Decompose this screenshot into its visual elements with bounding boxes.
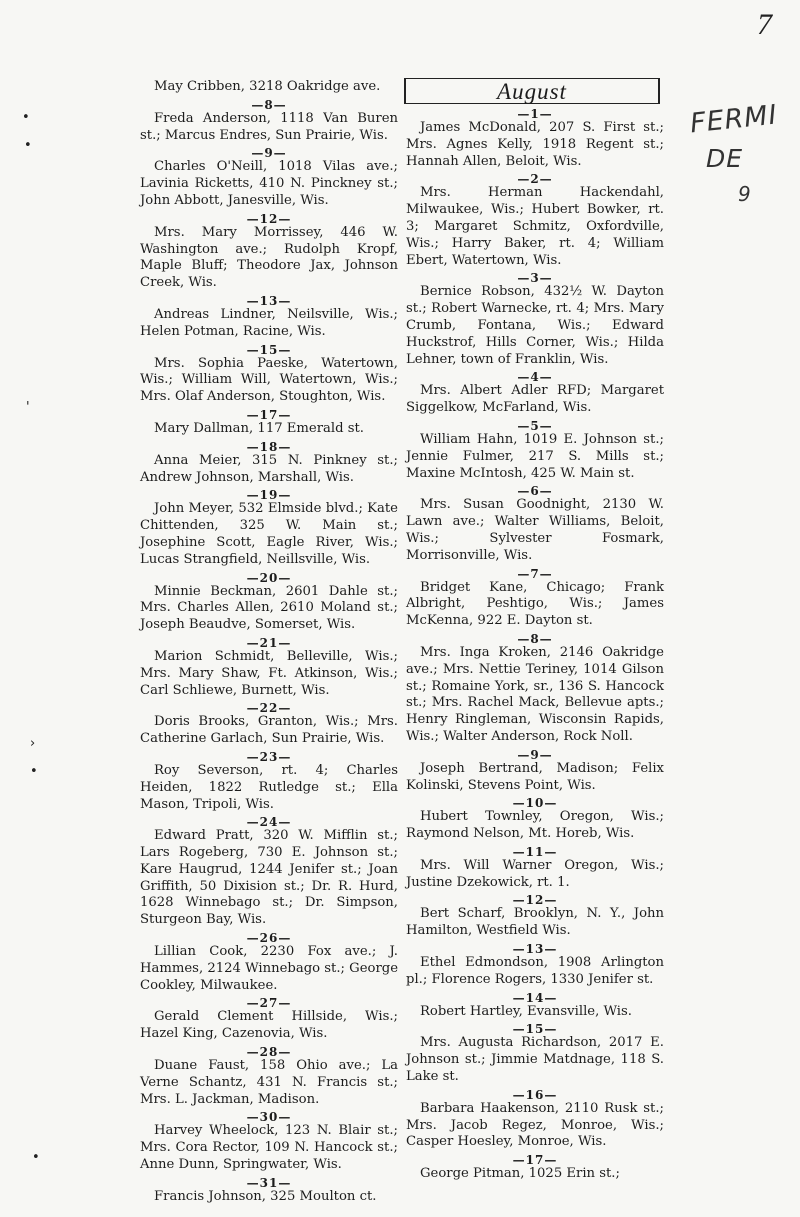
day-heading: —15—: [512, 1022, 558, 1037]
day-heading: —3—: [517, 271, 553, 286]
day-heading: —12—: [246, 211, 292, 226]
right-column: [406, 108, 664, 1186]
birthday-entry: Ethel Edmondson, 1908 Arlington pl.; Florence Rogers, 1330 Jenifer st.: [406, 955, 664, 987]
page-number: 7: [757, 8, 772, 41]
day-heading: —28—: [246, 1045, 292, 1060]
handwritten-note: FERMI: [688, 99, 779, 140]
day-heading: —11—: [512, 844, 558, 859]
birthday-entry: Mrs. Mary Morrissey, 446 W. Washington ave.; Rudolph Kropf, Maple Bluff; Theodore Jax, Johnson Creek, Wis.: [140, 224, 398, 291]
birthday-entry: Gerald Clement Hillside, Wis.; Hazel King, Cazenovia, Wis.: [140, 1009, 398, 1042]
day-heading: —15—: [246, 342, 292, 357]
birthday-entry: Doris Brooks, Granton, Wis.; Mrs. Catherine Garlach, Sun Prairie, Wis.: [140, 714, 398, 747]
birthday-entry: Duane Faust, 158 Ohio ave.; La Verne Schantz, 431 N. Francis st.; Mrs. L. Jackman, Madison.: [140, 1058, 398, 1107]
month-heading: August: [497, 79, 567, 104]
birthday-entry: Mrs. Herman Hackendahl, Milwaukee, Wis.; Hubert Bowker, rt. 3; Margaret Schmitz, Oxfordville, Wis.; Harry Baker, rt. 4; William Ebert, Watertown, Wis.: [406, 185, 664, 268]
day-heading: —2—: [517, 172, 553, 187]
day-heading: —16—: [512, 1087, 558, 1102]
day-heading: —8—: [517, 631, 553, 646]
birthday-entry: John Meyer, 532 Elmside blvd.; Kate Chittenden, 325 W. Main st.; Josephine Scott, Eagle River, Wis.; Lucas Strangfield, Neillsville, Wis.: [140, 501, 398, 567]
birthday-entry: Bridget Kane, Chicago; Frank Albright, Peshtigo, Wis.; James McKenna, 922 E. Dayton st.: [406, 579, 664, 629]
birthday-entry: James McDonald, 207 S. First st.; Mrs. Agnes Kelly, 1918 Regent st.; Hannah Allen, Beloit, Wis.: [406, 120, 664, 169]
birthday-entry: Mary Dallman, 117 Emerald st.: [154, 420, 365, 436]
birthday-entry: Andreas Lindner, Neilsville, Wis.; Helen Potman, Racine, Wis.: [140, 306, 398, 339]
birthday-entry: Minnie Beckman, 2601 Dahle st.; Mrs. Charles Allen, 2610 Moland st.; Joseph Beaudve, Somerset, Wis.: [140, 583, 398, 633]
day-heading: —24—: [246, 815, 292, 830]
birthday-entry: Mrs. Will Warner Oregon, Wis.; Justine Dzekowick, rt. 1.: [406, 857, 664, 890]
birthday-entry: Bert Scharf, Brooklyn, N. Y., John Hamilton, Westfield Wis.: [406, 906, 664, 939]
margin-mark: •: [24, 138, 32, 153]
birthday-entry: Hubert Townley, Oregon, Wis.; Raymond Nelson, Mt. Horeb, Wis.: [406, 809, 664, 842]
left-column: [140, 79, 398, 1209]
birthday-entry: Harvey Wheelock, 123 N. Blair st.; Mrs. Cora Rector, 109 N. Hancock st.; Anne Dunn, Springwater, Wis.: [140, 1123, 398, 1173]
birthday-entry: Mrs. Sophia Paeske, Watertown, Wis.; William Will, Watertown, Wis.; Mrs. Olaf Anderson, Stoughton, Wis.: [140, 355, 398, 405]
day-heading: —17—: [512, 1153, 558, 1168]
day-heading: —12—: [512, 893, 558, 908]
margin-mark: •: [22, 110, 30, 125]
day-heading: —27—: [246, 996, 292, 1011]
day-heading: —9—: [517, 747, 553, 762]
birthday-entry: Marion Schmidt, Belleville, Wis.; Mrs. Mary Shaw, Ft. Atkinson, Wis.; Carl Schliewe, Burnett, Wis.: [140, 648, 398, 698]
birthday-entry: Roy Severson, rt. 4; Charles Heiden, 1822 Rutledge st.; Ella Mason, Tripoli, Wis.: [140, 762, 398, 812]
handwritten-note: 9: [738, 182, 752, 206]
margin-mark: ›: [30, 736, 36, 751]
birthday-entry: Charles O'Neill, 1018 Vilas ave.; Lavinia Ricketts, 410 N. Pinckney st.; John Abbott, Janesville, Wis.: [140, 159, 398, 208]
margin-mark: •: [30, 764, 38, 779]
birthday-entry: William Hahn, 1019 E. Johnson st.; Jennie Fulmer, 217 S. Mills st.; Maxine McIntosh, 425 W. Main st.: [406, 431, 664, 481]
day-heading: —13—: [512, 942, 558, 957]
day-heading: —7—: [517, 566, 553, 581]
birthday-entry: Mrs. Inga Kroken, 2146 Oakridge ave.; Mrs. Nettie Teriney, 1014 Gilson st.; Romaine York, sr., 136 S. Hancock st.; Mrs. Rachel Mack, Bellevue apts.; Henry Ringleman, Wisconsin Rapids, Wis.; Walter Anderson, Rock Noll.: [406, 644, 664, 744]
birthday-entry: Robert Hartley, Evansville, Wis.: [420, 1003, 632, 1019]
month-heading-box: [404, 78, 660, 104]
day-heading: —30—: [246, 1110, 292, 1125]
day-heading: —21—: [246, 635, 292, 650]
day-heading: —14—: [512, 990, 558, 1005]
birthday-entry: Bernice Robson, 432½ W. Dayton st.; Robert Warnecke, rt. 4; Mrs. Mary Crumb, Fontana, Wis.; Edward Huckstrof, Hills Corner, Wis.; Hilda Lehner, town of Franklin, Wis.: [406, 284, 664, 367]
day-heading: —20—: [246, 570, 292, 585]
day-heading: —31—: [246, 1175, 292, 1190]
birthday-entry: Barbara Haakenson, 2110 Rusk st.; Mrs. Jacob Regez, Monroe, Wis.; Casper Hoesley, Monroe, Wis.: [406, 1100, 664, 1150]
day-heading: —23—: [246, 749, 292, 764]
birthday-entry: Lillian Cook, 2230 Fox ave.; J. Hammes, 2124 Winnebago st.; George Cookley, Milwaukee.: [140, 944, 399, 993]
day-heading: —5—: [517, 418, 553, 433]
day-heading: —19—: [246, 488, 292, 503]
birthday-entry: Edward Pratt, 320 W. Mifflin st.; Lars Rogeberg, 730 E. Johnson st.; Kare Haugrud, 1244 Jenifer st.; Joan Griffith, 50 Dixision st.; Dr. R. Hurd, 1628 Winnebago st.; Dr. Simpson, Sturgeon Bay, Wis.: [140, 828, 398, 928]
birthday-entry: Mrs. Augusta Richardson, 2017 E. Johnson st.; Jimmie Matdnage, 118 S. Lake st.: [406, 1035, 664, 1085]
day-heading: —10—: [512, 796, 558, 811]
birthday-entry: George Pitman, 1025 Erin st.;: [420, 1166, 620, 1182]
handwritten-note: DE: [706, 144, 744, 173]
birthday-entry: Mrs. Albert Adler RFD; Margaret Siggelkow, McFarland, Wis.: [406, 383, 664, 416]
margin-mark: ': [26, 400, 30, 415]
birthday-entry: Joseph Bertrand, Madison; Felix Kolinski, Stevens Point, Wis.: [406, 760, 664, 793]
day-heading: —8—: [251, 97, 287, 112]
birthday-entry: Freda Anderson, 1118 Van Buren st.; Marcus Endres, Sun Prairie, Wis.: [140, 110, 398, 143]
birthday-entry: Mrs. Susan Goodnight, 2130 W. Lawn ave.; Walter Williams, Beloit, Wis.; Sylvester Fosmark, Morrisonville, Wis.: [406, 497, 664, 563]
birthday-entry: Anna Meier, 315 N. Pinkney st.; Andrew Johnson, Marshall, Wis.: [140, 452, 398, 485]
day-heading: —4—: [517, 370, 553, 385]
day-heading: —18—: [246, 439, 292, 454]
day-heading: —22—: [246, 701, 292, 716]
birthday-entry: May Cribben, 3218 Oakridge ave.: [154, 79, 381, 94]
day-heading: —6—: [517, 484, 553, 499]
day-heading: —26—: [246, 931, 292, 946]
birthday-entry: Francis Johnson, 325 Moulton ct.: [154, 1188, 377, 1204]
day-heading: —9—: [251, 146, 287, 161]
day-heading: —1—: [517, 107, 553, 121]
day-heading: —17—: [246, 407, 292, 422]
day-heading: —13—: [246, 293, 292, 308]
margin-mark: •: [32, 1150, 40, 1165]
